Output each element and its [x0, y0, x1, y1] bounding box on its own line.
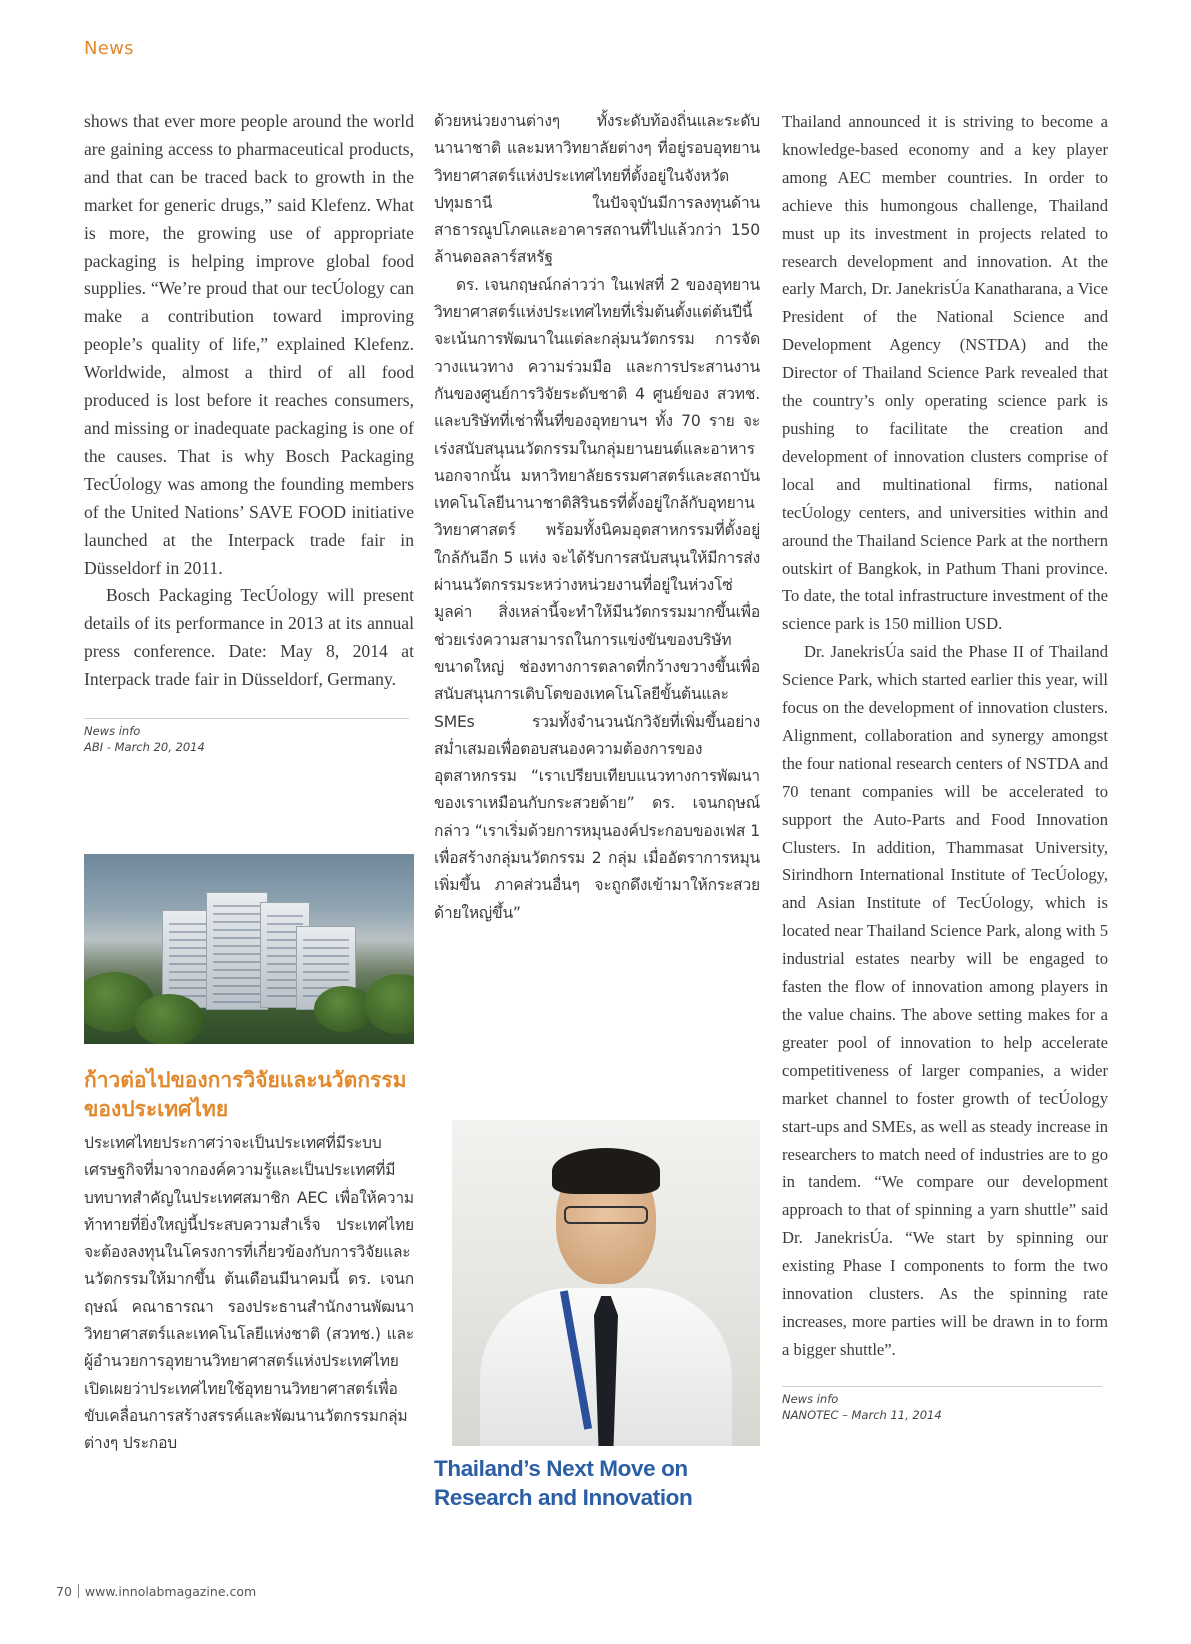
page-footer [56, 1584, 256, 1599]
thai-body-left: ประเทศไทยประกาศว่าจะเป็นประเทศที่มีระบบเศรษฐกิจที่มาจากองค์ความรู้และเป็นประเทศที่มีบทบาทสำคัญในประเทศสมาชิก AEC เพื่อให้ความท้าทายที่ยิ่งใหญ่นี้ประสบความสำเร็จ ประเทศไทยจะต้องลงทุนในโครงการที่เกี่ยวข้องกับการวิจัยและนวัตกรรมให้มากขึ้น ต้นเดือนมีนาคมนี้ ดร. เจนกฤษณ์ คณาธารณา รองประธานสำนักงานพัฒนาวิทยาศาสตร์และเทคโนโลยีแห่งชาติ (สวทช.) และผู้อำนวยการอุทยานวิทยาศาสตร์แห่งประเทศไทย เปิดเผยว่าประเทศไทยใช้อุทยานวิทยาศาสตร์เพื่อขับเคลื่อนการสร้างสรรค์และพัฒนานวัตกรรมกลุ่มต่างๆ ประกอบ [84, 1134, 414, 1453]
website-link[interactable]: www.innolabmagazine.com [84, 1584, 257, 1599]
right-paragraph-1: Thailand announced it is striving to become a knowledge-based economy and a key player among AEC member countries. In order to achieve this humongous challenge, Thailand must up its investment in projects related to research development and innovation. At the early March, Dr. JanekrisÚa Kanatharana, a Vice President of the National Science and Development Agency (NSTDA) and the Director of Thailand Science Park revealed that the country’s only operating science park is pushing to facilitate the creation and development of innovation clusters comprise of local and multinational firms, national tecÚology centers, and universities within and around the Thailand Science Park at the northern outskirt of Bangkok, in Pathum Thani province. To date, the total infrastructure investment of the science park is 150 million USD. [782, 112, 1108, 634]
middle-paragraph-2: ดร. เจนกฤษณ์กล่าวว่า ในเฟสที่ 2 ของอุทยานวิทยาศาสตร์แห่งประเทศไทยที่เริ่มต้นตั้งแต่ต้นปีนี้จะเน้นการพัฒนาในแต่ละกลุ่มนวัตกรรม การจัดวางแนวทาง ความร่วมมือ และการประสานงานกันของศูนย์การวิจัยระดับชาติ 4 ศูนย์ของ สวทช. และบริษัทที่เช่าพื้นที่ของอุทยานฯ ทั้ง 70 ราย จะเร่งสนับสนุนนวัตกรรมในกลุ่มยานยนต์และอาหาร นอกจากนั้น มหาวิทยาลัยธรรมศาสตร์และสถาบันเทคโนโลยีนานาชาติสิรินธรที่ตั้งอยู่ใกล้กับอุทยานวิทยาศาสตร์ พร้อมทั้งนิคมอุตสาหกรรมที่ตั้งอยู่ใกล้กันอีก 5 แห่ง จะได้รับการสนับสนุนให้มีการส่งผ่านนวัตกรรมระหว่างหน่วยงานที่อยู่ในห่วงโซ่มูลค่า สิ่งเหล่านี้จะทำให้มีนวัตกรรมมากขึ้นเพื่อช่วยเร่งความสามารถในการแข่งขันของบริษัทขนาดใหญ่ ช่องทางการตลาดที่กว้างขวางขึ้นเพื่อสนับสนุนการเติบโตของเทคโนโลยีขั้นต้นและ SMEs รวมทั้งจำนวนนักวิจัยที่เพิ่มขึ้นอย่างสม่ำเสมอเพื่อตอบสนองความต้องการของอุตสาหกรรม “เราเปรียบเทียบแนวทางการพัฒนาของเราเหมือนกับกระสวยด้าย” ดร. เจนกฤษณ์กล่าว “เราเริ่มด้วยการหมุนองค์ประกอบของเฟส 1 เพื่อสร้างกลุ่มนวัตกรรม 2 กลุ่ม เมื่ออัตราการหมุนเพิ่มขึ้น ภาคส่วนอื่นๆ จะถูกดึงเข้ามาให้กระสวยด้ายใหญ่ขึ้น” [434, 275, 760, 922]
right-info-source: NANOTEC – March 11, 2014 [782, 1407, 942, 1422]
right-news-info [782, 1386, 1102, 1423]
right-column [782, 108, 1108, 1423]
footer-divider [78, 1584, 79, 1598]
middle-column [434, 108, 760, 927]
middle-paragraph-1: ด้วยหน่วยงานต่างๆ ทั้งระดับท้องถิ่นและระดับนานาชาติ และมหาวิทยาลัยต่างๆ ที่อยู่รอบอุทยานวิทยาศาสตร์แห่งประเทศไทยที่ตั้งอยู่ในจังหวัดปทุมธานี ในปัจจุบันมีการลงทุนด้านสาธารณูปโภคและอาคารสถานที่ไปแล้วกว่า 150 ล้านดอลลาร์สหรัฐ [434, 112, 760, 267]
thai-headline: ก้าวต่อไปของการวิจัยและนวัตกรรมของประเทศไทย [84, 1068, 407, 1121]
right-info-label: News info [782, 1391, 839, 1406]
left-news-info [84, 718, 409, 755]
left-column [84, 108, 414, 755]
page-number: 70 [56, 1584, 72, 1599]
left-paragraph-2: Bosch Packaging TecÚology will present details of its performance in 2013 at its annual press conference. Date: May 8, 2014 at Interpack trade fair in Düsseldorf, Germany. [84, 585, 414, 690]
left-paragraph-1: shows that ever more people around the world are gaining access to pharmaceutical products, and that can be traced back to growth in the market for generic drugs,” said Klefenz. What is more, the growing use of appropriate packaging is helping improve global food supplies. “We’re proud that our tecÚology can make a contribution toward improving people’s quality of life,” explained Klefenz. Worldwide, almost a third of all food produced is lost before it reaches consumers, and missing or inadequate packaging is one of the causes. That is why Bosch Packaging TecÚology was among the founding members of the United Nations’ SAVE FOOD initiative launched at the Interpack trade fair in Düsseldorf in 2011. [84, 111, 414, 578]
portrait-photo [452, 1120, 760, 1446]
left-info-label: News info [84, 724, 141, 739]
right-paragraph-2: Dr. JanekrisÚa said the Phase II of Thailand Science Park, which started earlier this year, will focus on the development of innovation clusters. Alignment, collaboration and synergy amongst the four national research centers of NSTDA and 70 tenant companies will be accelerated to support the Auto-Parts and Food Innovation Clusters. In addition, Thammasat University, Sirindhorn International Institute of TecÚology, and Asian Institute of TecÚology, which is located near Thailand Science Park, along with 5 industrial estates nearby will be engaged to fasten the flow of innovation among players in the value chains. The above setting makes for a greater pool of innovation to help accelerate competitiveness of larger companies, a wider market channel to foster growth of tecÚology start-ups and SMEs, as well as steady increase in researchers to match need of industries are to go in tandem. “We compare our development approach to that of spinning a yarn shuttle” said Dr. JanekrisÚa. “We start by spinning our existing Phase I components to form the two innovation clusters. As the spinning rate increases, more parties will be drawn in to form a bigger shuttle”. [782, 642, 1108, 1359]
left-info-source: ABI - March 20, 2014 [84, 740, 205, 755]
section-label: News [84, 38, 134, 59]
science-park-building-photo [84, 854, 414, 1044]
english-headline: Thailand’s Next Move on Research and Innovation [434, 1456, 693, 1510]
